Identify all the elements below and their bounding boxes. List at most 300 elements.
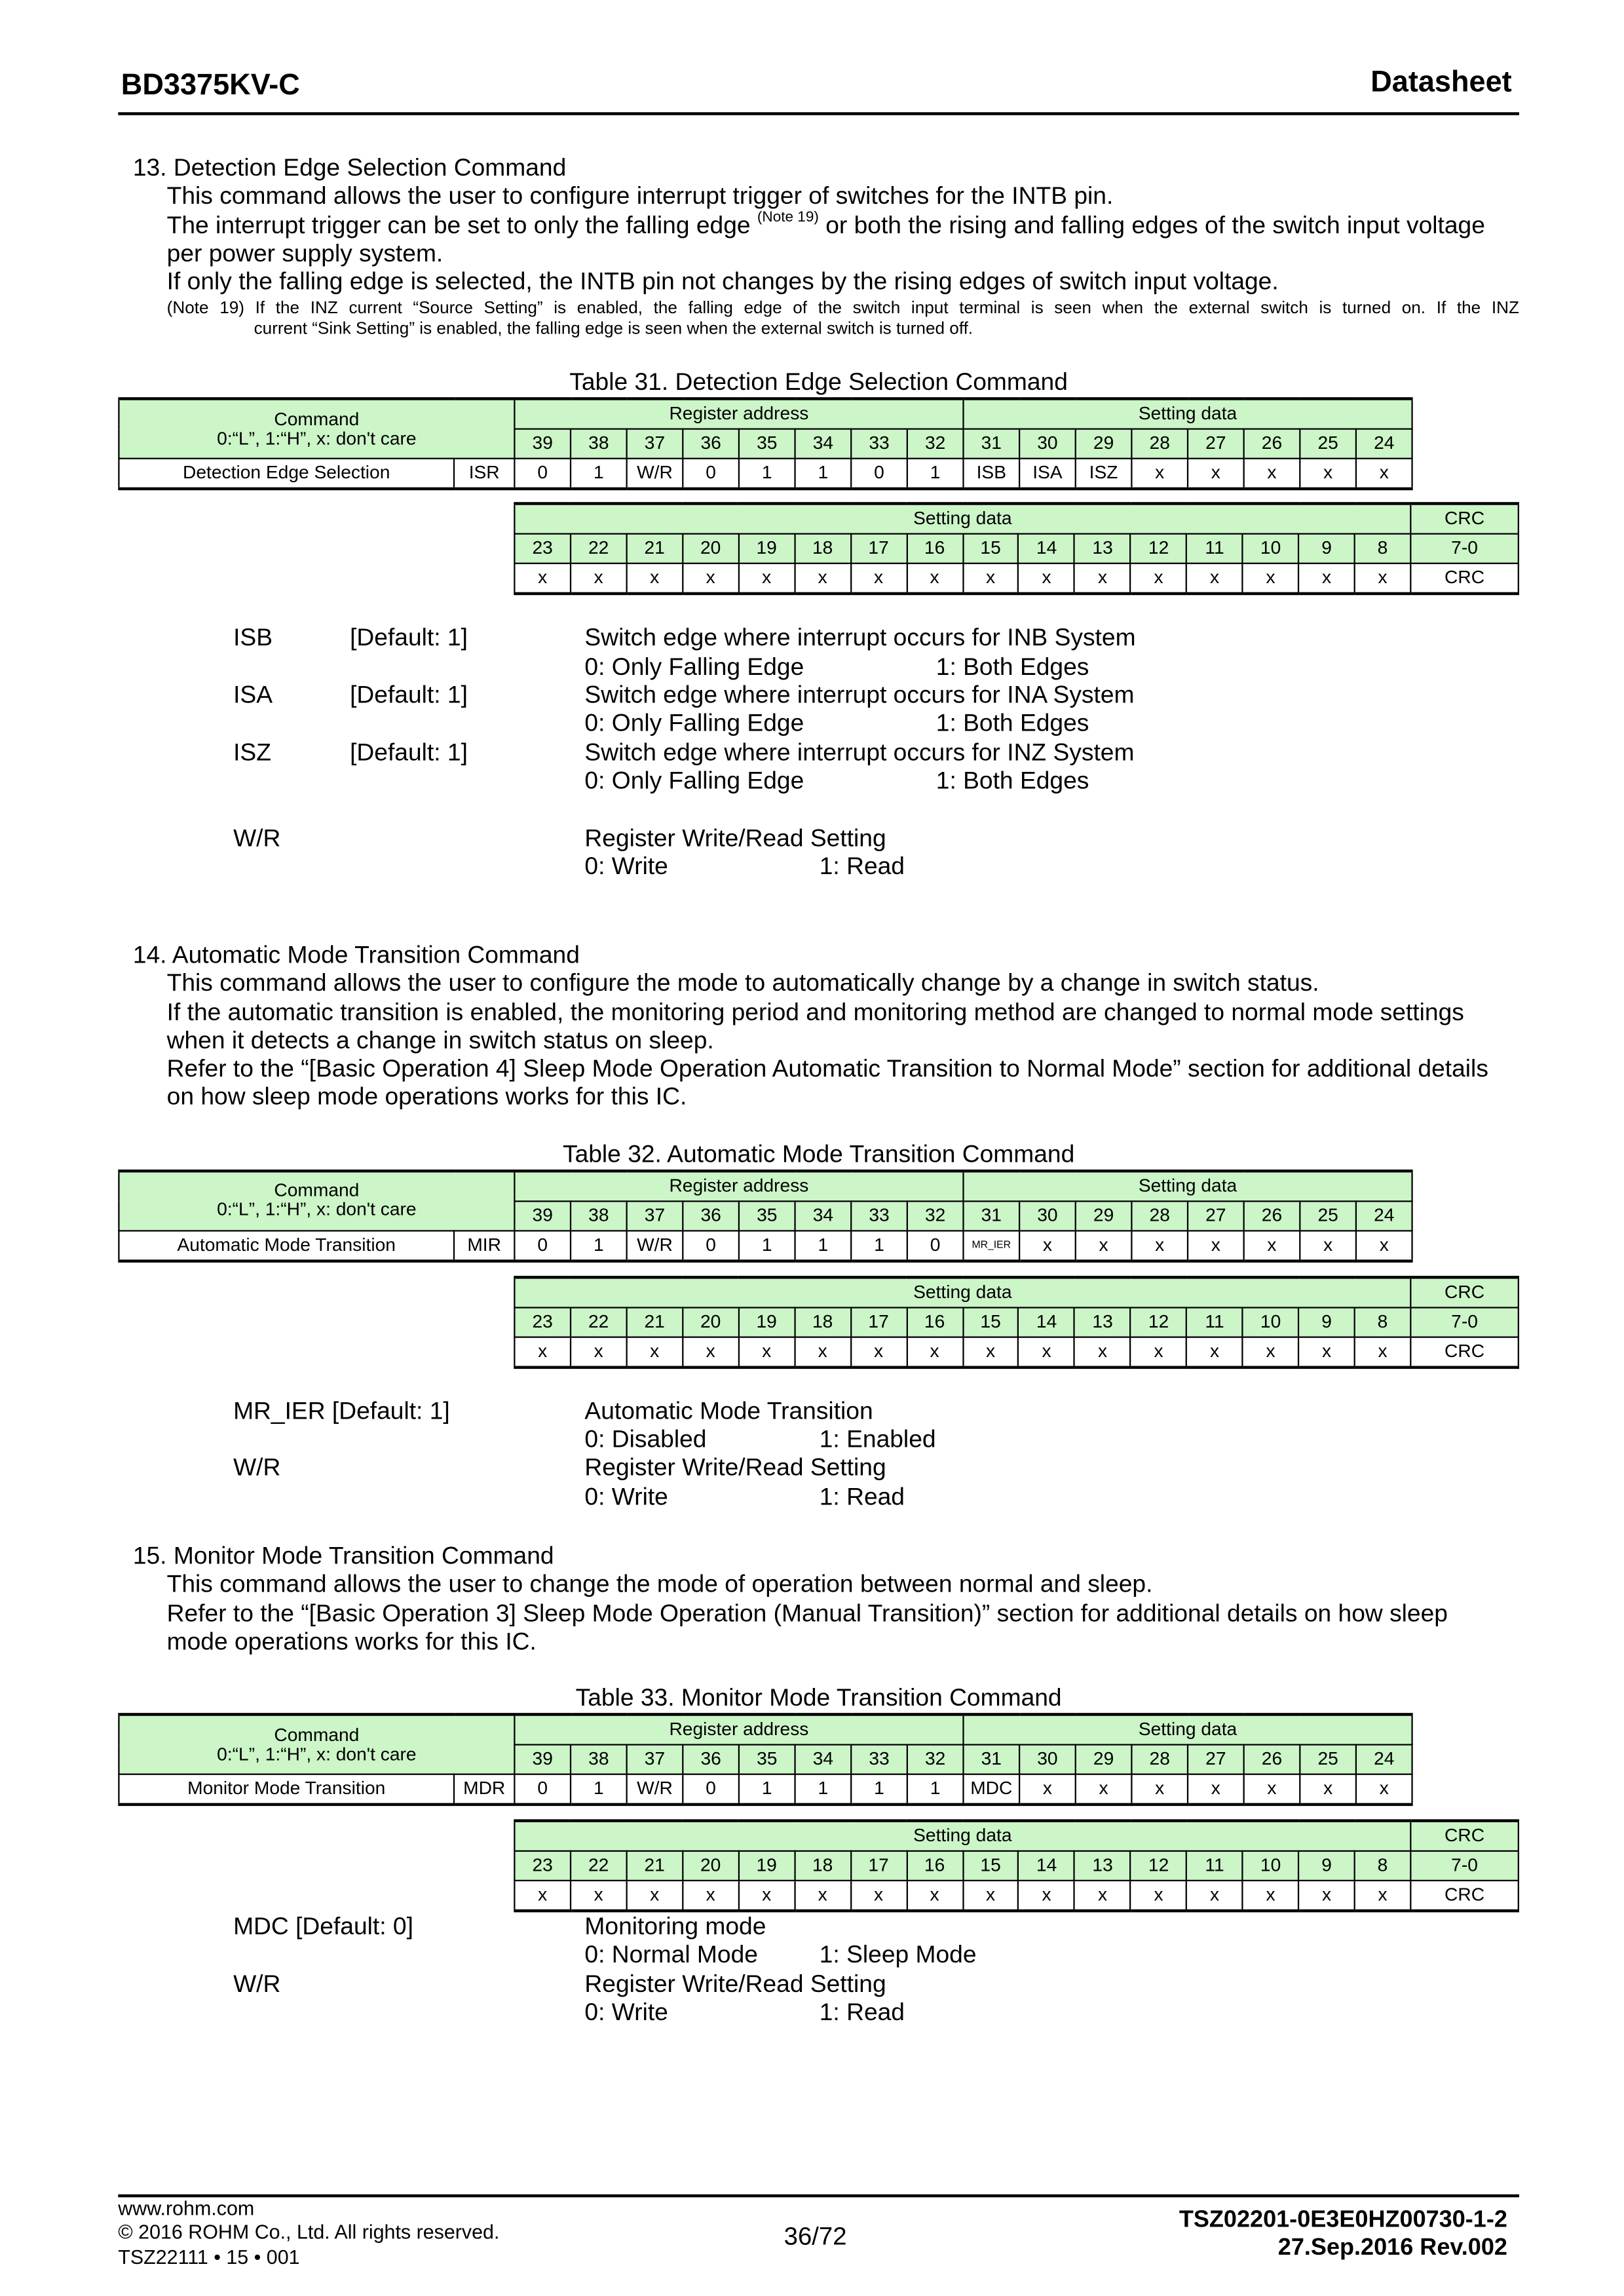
field-name: W/R: [233, 824, 281, 852]
command-header-label: Command: [274, 1724, 360, 1746]
bit-number-row: [514, 1851, 1518, 1881]
crc-value: CRC: [1410, 1881, 1519, 1911]
bit-value: x: [1300, 459, 1356, 489]
bit-number: 34: [795, 430, 852, 459]
bit-number: 16: [907, 1851, 962, 1881]
bit-number: 13: [1074, 1851, 1130, 1881]
bit-number: 36: [683, 1745, 739, 1774]
bit-value: x: [795, 1881, 850, 1911]
bit-number: 36: [683, 430, 739, 459]
field-option-1: 1: Read: [819, 853, 905, 880]
bit-value: 0: [514, 1231, 571, 1261]
bit-number: 31: [963, 430, 1019, 459]
bit-number: 25: [1300, 1745, 1356, 1774]
bit-number: 19: [738, 535, 794, 564]
command-row: [119, 1774, 1412, 1805]
bit-number: 34: [795, 1201, 852, 1231]
field-description: Register Write/Read Setting: [584, 1971, 886, 1998]
bit-number: 20: [683, 535, 738, 564]
bit-value: 1: [907, 1774, 964, 1805]
bit-number: 35: [739, 1201, 795, 1231]
bit-value: x: [1298, 1337, 1354, 1367]
bit-number: 28: [1131, 1745, 1188, 1774]
footer-divider: [118, 2194, 1519, 2198]
field-name: ISZ: [233, 739, 271, 766]
bit-value: 1: [851, 1774, 907, 1805]
bit-value: x: [1356, 1774, 1412, 1805]
command-code: MDR: [454, 1774, 514, 1805]
command-code: ISR: [454, 459, 514, 489]
bit-value: 0: [683, 1774, 739, 1805]
bit-value: 1: [571, 459, 627, 489]
bit-number: 12: [1131, 1851, 1186, 1881]
bit-value: x: [795, 564, 850, 594]
field-definition: [133, 1398, 1519, 1455]
paragraph-line: on how sleep mode operations works for this IC.: [166, 1084, 687, 1111]
field-option-1: 1: Sleep Mode: [819, 1942, 977, 1970]
field-option-0: 0: Disabled: [584, 1426, 707, 1453]
field-option-0: 0: Write: [584, 853, 668, 880]
command-header-cell: [119, 1171, 514, 1231]
bit-number: 14: [1019, 1851, 1074, 1881]
bit-value: x: [1298, 1881, 1354, 1911]
bit-number: 30: [1019, 1201, 1076, 1231]
bit-number: 11: [1186, 1851, 1242, 1881]
field-name: MR_IER [Default: 1]: [233, 1398, 450, 1425]
crc-value: CRC: [1410, 1337, 1519, 1367]
header-row: [119, 1715, 1412, 1745]
document-type: Datasheet: [1370, 66, 1512, 99]
bit-value: ISB: [963, 459, 1019, 489]
header-divider: [118, 112, 1519, 115]
field-description: Register Write/Read Setting: [584, 1455, 886, 1482]
bit-value: x: [1074, 1881, 1130, 1911]
value-row: [514, 564, 1518, 594]
setting-data-header: Setting data: [514, 505, 1410, 535]
bit-number: 33: [851, 1745, 907, 1774]
field-definition: [133, 625, 1519, 682]
field-description: Switch edge where interrupt occurs for INB System: [584, 625, 1136, 652]
field-option-0: 0: Write: [584, 1999, 668, 2027]
command-legend: 0:“L”, 1:“H”, x: don't care: [217, 428, 417, 450]
bit-value: x: [1076, 1231, 1132, 1261]
bit-number: 18: [795, 535, 850, 564]
command-legend: 0:“L”, 1:“H”, x: don't care: [217, 1199, 417, 1221]
register-address-header: Register address: [514, 1715, 963, 1745]
bit-value: 1: [739, 1231, 795, 1261]
bit-value: x: [907, 1337, 962, 1367]
field-definition: [133, 682, 1519, 739]
crc-header: CRC: [1410, 1277, 1519, 1307]
bit-value: x: [1131, 1231, 1188, 1261]
bit-value: W/R: [627, 459, 683, 489]
bit-number: 13: [1074, 1307, 1130, 1337]
bit-number: 24: [1356, 1745, 1412, 1774]
bit-number: 38: [571, 1201, 627, 1231]
bit-value: x: [571, 564, 626, 594]
field-option-0: 0: Write: [584, 1483, 668, 1510]
field-option-0: 0: Only Falling Edge: [584, 710, 804, 738]
paragraph-line: This command allows the user to configure interrupt trigger of switches for the INTB pin.: [166, 183, 1114, 210]
bit-number: 29: [1076, 1201, 1132, 1231]
bit-number-row: [514, 535, 1518, 564]
setting-data-header: Setting data: [514, 1821, 1410, 1851]
bit-value: x: [1356, 459, 1412, 489]
bit-value: x: [1355, 1881, 1410, 1911]
crc-bits: 7-0: [1410, 1307, 1519, 1337]
header-row: [514, 1821, 1518, 1851]
command-header-cell: [119, 1715, 514, 1774]
bit-value: 0: [514, 1774, 571, 1805]
bit-number: 20: [683, 1307, 738, 1337]
bit-value: x: [1244, 459, 1300, 489]
bit-value: x: [683, 1881, 738, 1911]
bit-value: x: [571, 1881, 626, 1911]
bit-number: 33: [851, 1201, 907, 1231]
bit-number: 39: [514, 430, 571, 459]
bit-value: x: [850, 1881, 906, 1911]
field-definitions: [133, 1398, 1519, 1512]
bit-value: 1: [739, 1774, 795, 1805]
bit-number: 21: [626, 1851, 682, 1881]
bit-value: x: [1131, 459, 1188, 489]
bit-value: x: [626, 1337, 682, 1367]
bit-value: x: [962, 564, 1018, 594]
field-default: [Default: 1]: [350, 682, 468, 709]
bit-value: x: [1131, 1337, 1186, 1367]
bit-value: x: [1019, 564, 1074, 594]
bit-number: 8: [1355, 1851, 1410, 1881]
bit-number: 36: [683, 1201, 739, 1231]
footer-website-link[interactable]: www.rohm.com: [118, 2197, 255, 2220]
bit-value: x: [683, 1337, 738, 1367]
command-table-upper: [118, 1169, 1412, 1262]
bit-number: 18: [795, 1307, 850, 1337]
bit-value: x: [1019, 1881, 1074, 1911]
bit-value: 1: [795, 1231, 852, 1261]
bit-number: 22: [571, 1307, 626, 1337]
command-row: [119, 459, 1412, 489]
bit-number: 35: [739, 430, 795, 459]
bit-number: 16: [907, 535, 962, 564]
bit-number: 24: [1356, 430, 1412, 459]
bit-value: 1: [851, 1231, 907, 1261]
bit-value: W/R: [627, 1231, 683, 1261]
section-title: 13. Detection Edge Selection Command: [132, 155, 567, 182]
bit-number: 22: [571, 535, 626, 564]
bit-number: 26: [1244, 430, 1300, 459]
bit-value: x: [1355, 1337, 1410, 1367]
paragraph-line: If the automatic transition is enabled, the monitoring period and monitoring method are changed to normal mode settings: [166, 999, 1464, 1026]
bit-number: 37: [627, 1745, 683, 1774]
bit-value: x: [1300, 1231, 1356, 1261]
paragraph-line: mode operations works for this IC.: [166, 1628, 537, 1656]
bit-value: MR_IER: [963, 1231, 1019, 1261]
bit-value: x: [1131, 1774, 1188, 1805]
field-description: Monitoring mode: [584, 1914, 766, 1941]
command-header-label: Command: [274, 409, 360, 430]
bit-number: 32: [907, 1745, 964, 1774]
table-caption: Table 33. Monitor Mode Transition Command: [575, 1685, 1062, 1712]
bit-number: 23: [514, 1307, 570, 1337]
bit-number: 35: [739, 1745, 795, 1774]
command-legend: 0:“L”, 1:“H”, x: don't care: [217, 1743, 417, 1765]
bit-number: 17: [850, 535, 906, 564]
field-option-1: 1: Both Edges: [935, 653, 1089, 681]
value-row: [514, 1881, 1518, 1911]
bit-value: 0: [851, 459, 907, 489]
bit-number: 26: [1244, 1201, 1300, 1231]
bit-number: 31: [963, 1201, 1019, 1231]
bit-number: 27: [1188, 1745, 1244, 1774]
section: [133, 1543, 1519, 2028]
bit-number: 8: [1355, 1307, 1410, 1337]
bit-number: 32: [907, 430, 964, 459]
paragraph-line: This command allows the user to configure the mode to automatically change by a change in switch status.: [166, 970, 1319, 997]
bit-number: 12: [1131, 1307, 1186, 1337]
bit-value: ISA: [1019, 459, 1076, 489]
bit-number: 21: [626, 1307, 682, 1337]
field-option-0: 0: Only Falling Edge: [584, 653, 804, 681]
field-name: MDC [Default: 0]: [233, 1914, 413, 1941]
bit-number: 34: [795, 1745, 852, 1774]
bit-number: 22: [571, 1851, 626, 1881]
bit-value: x: [1019, 1337, 1074, 1367]
command-name: Monitor Mode Transition: [119, 1774, 454, 1805]
section-title: 14. Automatic Mode Transition Command: [132, 942, 580, 969]
field-description: Switch edge where interrupt occurs for INZ System: [584, 739, 1135, 766]
bit-number: 15: [962, 535, 1018, 564]
field-definition: [133, 1914, 1519, 1971]
setting-data-header: Setting data: [514, 1277, 1410, 1307]
command-row: [119, 1231, 1412, 1261]
bit-number: 24: [1356, 1201, 1412, 1231]
field-definition: [133, 1971, 1519, 2028]
bit-number: 19: [738, 1307, 794, 1337]
footer-document-code: TSZ02201-0E3E0HZ00730-1-2: [1179, 2208, 1507, 2233]
bit-number: 15: [962, 1851, 1018, 1881]
paragraph-line: Refer to the “[Basic Operation 3] Sleep Mode Operation (Manual Transition)” section for additional details on how sleep: [166, 1599, 1448, 1627]
bit-number: 14: [1019, 535, 1074, 564]
bit-value: 1: [795, 1774, 852, 1805]
field-definitions: [133, 1914, 1519, 2028]
bit-value: x: [514, 564, 570, 594]
bit-value: x: [1243, 564, 1298, 594]
field-description: Automatic Mode Transition: [584, 1398, 873, 1425]
field-definition: [133, 739, 1519, 796]
footnote-line: current “Sink Setting” is enabled, the falling edge is seen when the external switch is turned off.: [254, 319, 973, 339]
bit-value: 0: [683, 1231, 739, 1261]
bit-value: x: [850, 564, 906, 594]
paragraph-line: This command allows the user to change the mode of operation between normal and sleep.: [166, 1571, 1153, 1599]
bit-number: 25: [1300, 1201, 1356, 1231]
field-description: Switch edge where interrupt occurs for INA System: [584, 682, 1135, 709]
bit-number: 25: [1300, 430, 1356, 459]
bit-number: 38: [571, 430, 627, 459]
bit-value: x: [1076, 1774, 1132, 1805]
header-row: [514, 1277, 1518, 1307]
bit-value: x: [1019, 1774, 1076, 1805]
bit-value: 1: [571, 1231, 627, 1261]
footer-copyright: © 2016 ROHM Co., Ltd. All rights reserved.: [118, 2221, 500, 2244]
bit-value: 1: [795, 459, 852, 489]
bit-number: 29: [1076, 430, 1132, 459]
field-name: ISB: [233, 625, 273, 652]
bit-number: 15: [962, 1307, 1018, 1337]
field-definition: [133, 1455, 1519, 1512]
paragraph-line: per power supply system.: [166, 240, 444, 267]
bit-number: 18: [795, 1851, 850, 1881]
bit-value: x: [571, 1337, 626, 1367]
field-option-1: 1: Both Edges: [935, 710, 1089, 738]
bit-value: x: [514, 1881, 570, 1911]
note-reference: (Note 19): [757, 209, 819, 225]
command-name: Automatic Mode Transition: [119, 1231, 454, 1261]
bit-value: x: [1186, 564, 1242, 594]
bit-value: x: [907, 1881, 962, 1911]
bit-number: 11: [1186, 535, 1242, 564]
section-title: 15. Monitor Mode Transition Command: [132, 1543, 554, 1570]
bit-number: 11: [1186, 1307, 1242, 1337]
bit-value: x: [1355, 564, 1410, 594]
setting-data-header: Setting data: [963, 400, 1412, 430]
bit-value: x: [1243, 1881, 1298, 1911]
bit-value: x: [738, 1881, 794, 1911]
header-row: [119, 400, 1412, 430]
bit-number: 10: [1243, 535, 1298, 564]
bit-number: 23: [514, 535, 570, 564]
bit-number: 37: [627, 430, 683, 459]
command-header-cell: [119, 400, 514, 459]
command-table-upper: [118, 1713, 1412, 1807]
paragraph-line: Refer to the “[Basic Operation 4] Sleep Mode Operation Automatic Transition to Normal Mode” section for additional details: [166, 1056, 1488, 1083]
footer-date-revision: 27.Sep.2016 Rev.002: [1277, 2235, 1507, 2261]
register-address-header: Register address: [514, 400, 963, 430]
bit-value: 0: [683, 459, 739, 489]
bit-number: 19: [738, 1851, 794, 1881]
bit-number: 28: [1131, 430, 1188, 459]
crc-bits: 7-0: [1410, 535, 1519, 564]
command-table-lower: [514, 1820, 1519, 1913]
field-name: W/R: [233, 1455, 281, 1482]
bit-value: x: [738, 1337, 794, 1367]
bit-value: x: [1244, 1774, 1300, 1805]
bit-value: x: [626, 564, 682, 594]
bit-value: x: [907, 564, 962, 594]
document-part-number: BD3375KV-C: [121, 69, 300, 102]
field-definition: [133, 825, 1519, 882]
bit-value: x: [795, 1337, 850, 1367]
footer-form-code: TSZ22111 • 15 • 001: [118, 2246, 300, 2268]
command-table-lower: [514, 1276, 1519, 1369]
bit-number: 37: [627, 1201, 683, 1231]
bit-value: W/R: [627, 1774, 683, 1805]
bit-value: ISZ: [1076, 459, 1132, 489]
bit-number: 30: [1019, 430, 1076, 459]
bit-value: x: [1186, 1337, 1242, 1367]
setting-data-header: Setting data: [963, 1171, 1412, 1201]
bit-number: 32: [907, 1201, 964, 1231]
bit-number: 38: [571, 1745, 627, 1774]
bit-number: 20: [683, 1851, 738, 1881]
crc-header: CRC: [1410, 505, 1519, 535]
bit-value: 0: [514, 459, 571, 489]
paragraph-line: The interrupt trigger can be set to only the falling edge $^{(Note 19)}$ or both the rising and falling edges of the switch input voltage: [166, 209, 1485, 239]
command-table-upper: [118, 398, 1412, 491]
footnote-line: (Note 19) If the INZ current “Source Setting” is enabled, the falling edge of the switch input terminal is seen when the external switch is turned on. If the INZ: [166, 299, 1519, 318]
bit-value: x: [1298, 564, 1354, 594]
bit-value: x: [1356, 1231, 1412, 1261]
bit-number: 17: [850, 1851, 906, 1881]
bit-number: 23: [514, 1851, 570, 1881]
field-default: [Default: 1]: [350, 625, 468, 652]
bit-value: x: [1300, 1774, 1356, 1805]
bit-number: 12: [1131, 535, 1186, 564]
section: [133, 155, 1519, 882]
register-address-header: Register address: [514, 1171, 963, 1201]
field-option-1: 1: Enabled: [819, 1426, 936, 1453]
paragraph-line: If only the falling edge is selected, the INTB pin not changes by the rising edges of switch input voltage.: [166, 269, 1279, 296]
bit-value: x: [1074, 1337, 1130, 1367]
bit-value: 1: [907, 459, 964, 489]
bit-value: x: [1186, 1881, 1242, 1911]
value-row: [514, 1337, 1518, 1367]
bit-number: 13: [1074, 535, 1130, 564]
field-option-1: 1: Read: [819, 1483, 905, 1510]
bit-number: 31: [963, 1745, 1019, 1774]
field-description: Register Write/Read Setting: [584, 824, 886, 852]
field-option-0: 0: Only Falling Edge: [584, 767, 804, 795]
crc-bits: 7-0: [1410, 1851, 1519, 1881]
bit-value: x: [683, 564, 738, 594]
bit-number: 14: [1019, 1307, 1074, 1337]
bit-number: 39: [514, 1745, 571, 1774]
bit-value: x: [514, 1337, 570, 1367]
field-name: ISA: [233, 682, 273, 709]
bit-value: x: [1074, 564, 1130, 594]
field-name: W/R: [233, 1971, 281, 1998]
field-option-1: 1: Both Edges: [935, 767, 1089, 795]
bit-number-row: [514, 1307, 1518, 1337]
header-row: [514, 505, 1518, 535]
paragraph-line: when it detects a change in switch status on sleep.: [166, 1027, 714, 1054]
bit-value: x: [1019, 1231, 1076, 1261]
bit-value: x: [1188, 459, 1244, 489]
table-caption: Table 31. Detection Edge Selection Command: [569, 370, 1068, 397]
section: [133, 942, 1519, 1512]
bit-number: 39: [514, 1201, 571, 1231]
field-default: [Default: 1]: [350, 739, 468, 766]
crc-header: CRC: [1410, 1821, 1519, 1851]
bit-value: 0: [907, 1231, 964, 1261]
bit-number: 28: [1131, 1201, 1188, 1231]
bit-value: x: [1188, 1231, 1244, 1261]
bit-value: x: [1131, 1881, 1186, 1911]
bit-number: 27: [1188, 1201, 1244, 1231]
bit-number: 30: [1019, 1745, 1076, 1774]
command-header-label: Command: [274, 1180, 360, 1201]
bit-value: x: [1188, 1774, 1244, 1805]
command-name: Detection Edge Selection: [119, 459, 454, 489]
bit-number: 33: [851, 430, 907, 459]
bit-number: 29: [1076, 1745, 1132, 1774]
command-table-lower: [514, 503, 1519, 596]
bit-value: x: [1243, 1337, 1298, 1367]
field-option-0: 0: Normal Mode: [584, 1942, 758, 1970]
bit-number: 17: [850, 1307, 906, 1337]
bit-number: 27: [1188, 430, 1244, 459]
bit-value: x: [850, 1337, 906, 1367]
